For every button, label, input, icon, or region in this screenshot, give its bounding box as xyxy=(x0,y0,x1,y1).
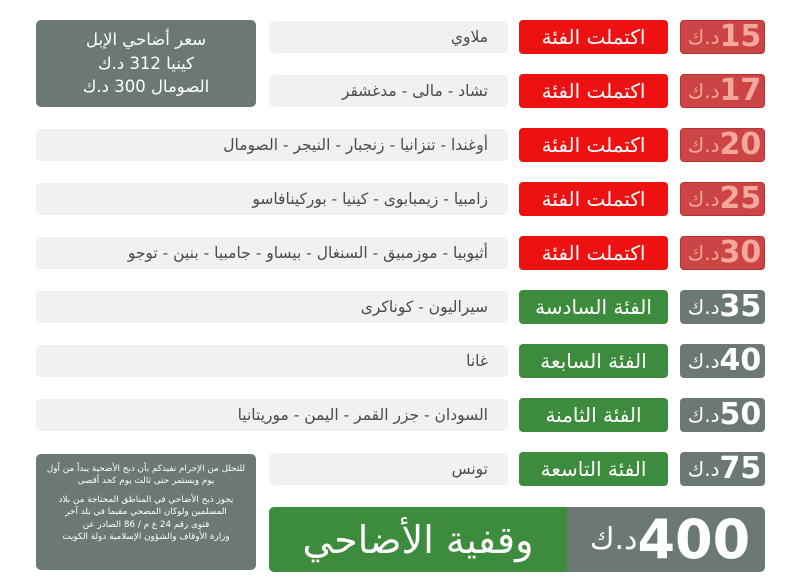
price-currency: د.ك xyxy=(687,295,720,319)
note-location xyxy=(44,494,248,543)
price-value: 40 xyxy=(719,343,762,378)
category-full-badge: اكتملت الفئة xyxy=(519,236,668,270)
countries-list: تشاد - مالى - مدغشقر xyxy=(269,75,508,107)
note-ihram: للتحلل من الإحرام نفيدكم بأن ذبح الأضحية يبدأ من أول يوم ويستمر حتى ثالث يوم كحد أقصى xyxy=(46,464,246,487)
camel-price-somalia: الصومال 300 د.ك xyxy=(82,77,210,97)
price-currency: د.ك xyxy=(687,133,720,157)
notes-box xyxy=(36,454,256,570)
price-box xyxy=(680,398,765,432)
price-currency: د.ك xyxy=(687,241,720,265)
category-full-badge: اكتملت الفئة xyxy=(519,182,668,216)
note-location-text: يجوز ذبح الأضاحي في المناطق المحتاجة من بلاد المسلمين ولوكان المضحي مقيما في بلد آخر xyxy=(58,495,234,518)
price-value: 20 xyxy=(719,127,762,162)
countries-list: زامبيا - زيمبابوى - كينيا - بوركينافاسو xyxy=(36,183,508,215)
price-box xyxy=(680,128,765,162)
note-ministry: وزارة الأوقاف والشؤون الإسلامية دولة الكويت xyxy=(62,531,230,542)
price-value: 17 xyxy=(719,73,762,108)
waqf-price-currency: د.ك xyxy=(589,522,638,557)
countries-list: أوغندا - تنزانيا - زنجبار - النيجر - الصومال xyxy=(36,129,508,161)
price-box xyxy=(680,452,765,486)
countries-list: سيراليون - كوناكرى xyxy=(36,291,508,323)
category-full-badge: اكتملت الفئة xyxy=(519,20,668,54)
waqf-price xyxy=(567,507,765,572)
price-box xyxy=(680,290,765,324)
price-currency: د.ك xyxy=(687,79,720,103)
price-box xyxy=(680,20,765,54)
price-currency: د.ك xyxy=(687,403,720,427)
category-full-badge: اكتملت الفئة xyxy=(519,128,668,162)
waqf-price-value: 400 xyxy=(637,507,751,571)
category-full-badge: اكتملت الفئة xyxy=(519,74,668,108)
category-badge: الفئة التاسعة xyxy=(519,452,668,486)
category-badge: الفئة الثامنة xyxy=(519,398,668,432)
camel-price-title: سعر أضاحي الإبل xyxy=(85,29,207,49)
waqf-banner xyxy=(269,507,765,572)
camel-price-box xyxy=(36,20,256,107)
price-value: 50 xyxy=(719,397,762,432)
countries-list: تونس xyxy=(269,453,508,485)
price-value: 75 xyxy=(719,451,762,486)
price-currency: د.ك xyxy=(687,457,720,481)
category-badge: الفئة السادسة xyxy=(519,290,668,324)
countries-list: السودان - جزر القمر - اليمن - موريتانيا xyxy=(36,399,508,431)
camel-price-kenya: كينيا 312 د.ك xyxy=(98,53,195,73)
category-badge: الفئة السابعة xyxy=(519,344,668,378)
price-value: 35 xyxy=(719,289,762,324)
price-currency: د.ك xyxy=(687,349,720,373)
price-box xyxy=(680,74,765,108)
countries-list: غانا xyxy=(36,345,508,377)
price-value: 30 xyxy=(719,235,762,270)
countries-list: أثيوبيا - موزمبيق - السنغال - بيساو - جامبيا - بنين - توجو xyxy=(36,237,508,269)
price-box xyxy=(680,344,765,378)
note-fatwa: فتوى رقم 24 ع م / 86 الصادر عن xyxy=(82,519,210,530)
price-currency: د.ك xyxy=(687,25,720,49)
waqf-title: وقفية الأضاحي xyxy=(269,507,567,572)
price-currency: د.ك xyxy=(687,187,720,211)
price-value: 15 xyxy=(719,19,762,54)
countries-list: ملاوي xyxy=(269,21,508,53)
price-box xyxy=(680,236,765,270)
price-box xyxy=(680,182,765,216)
price-value: 25 xyxy=(719,181,762,216)
